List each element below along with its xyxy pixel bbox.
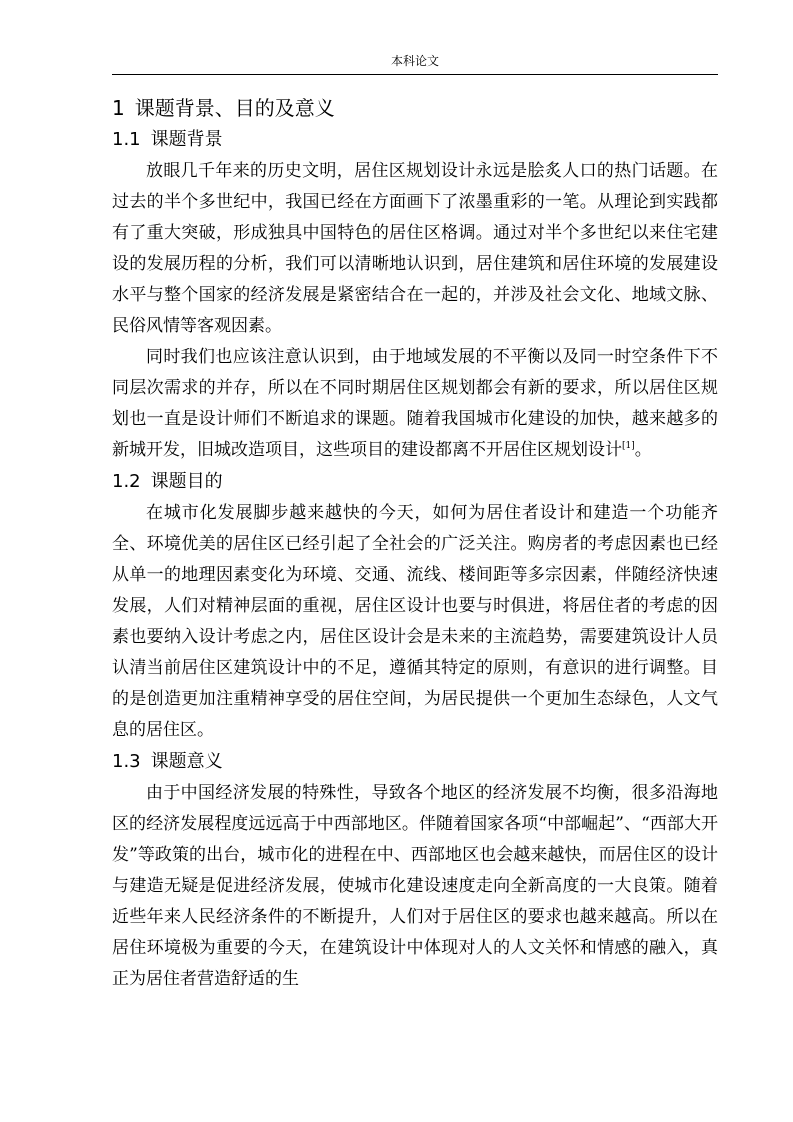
section-title: 课题背景 bbox=[150, 129, 223, 150]
document-body bbox=[112, 92, 718, 995]
section-heading-1-3 bbox=[112, 746, 718, 778]
section-heading-1-2 bbox=[112, 466, 718, 498]
header-rule bbox=[112, 74, 718, 75]
paragraph-text: 同时我们也应该注意认识到，由于地域发展的不平衡以及同一时空条件下不同层次需求的并存，所以在不同时期居住区规划都会有新的要求，所以居住区规划也一直是设计师们不断追求的课题。随着我国城市化建设的加快，越来越多的新城开发，旧城改造项目，这些项目的建设都离不开居住区规划设计 bbox=[112, 347, 718, 460]
section-heading-1-1 bbox=[112, 124, 718, 156]
paragraph-tail: 。 bbox=[634, 440, 652, 460]
paragraph: 在城市化发展脚步越来越快的今天，如何为居住者设计和建造一个功能齐全、环境优美的居住区已经引起了全社会的广泛关注。购房者的考虑因素也已经从单一的地理因素变化为环境、交通、流线、楼间距等多宗因素，伴随经济快速发展，人们对精神层面的重视，居住区设计也要与时俱进，将居住者的考虑的因素也要纳入设计考虑之内，居住区设计会是未来的主流趋势，需要建筑设计人员认清当前居住区建筑设计中的不足，遵循其特定的原则，有意识的进行调整。目的是创造更加注重精神享受的居住空间，为居民提供一个更加生态绿色，人文气息的居住区。 bbox=[112, 503, 718, 740]
paragraph bbox=[112, 342, 718, 466]
citation-reference[interactable]: [1] bbox=[622, 441, 635, 451]
paragraph: 放眼几千年来的历史文明，居住区规划设计永远是脍炙人口的热门话题。在过去的半个多世纪中，我国已经在方面画下了浓墨重彩的一笔。从理论到实践都有了重大突破，形成独具中国特色的居住区格调。通过对半个多世纪以来住宅建设的发展历程的分析，我们可以清晰地认识到，居住建筑和居住环境的发展建设水平与整个国家的经济发展是紧密结合在一起的，并涉及社会文化、地域文脉、民俗风情等客观因素。 bbox=[112, 161, 718, 336]
section-number: 1.2 bbox=[112, 471, 141, 492]
chapter-heading bbox=[112, 92, 718, 124]
running-header: 本科论文 bbox=[390, 54, 439, 68]
paragraph: 由于中国经济发展的特殊性，导致各个地区的经济发展不均衡，很多沿海地区的经济发展程度远远高于中西部地区。伴随着国家各项“中部崛起”、“西部大开发”等政策的出台，城市化的进程在中、西部地区也会越来越快，而居住区的设计与建造无疑是促进经济发展，使城市化建设速度走向全新高度的一大良策。随着近些年来人民经济条件的不断提升，人们对于居住区的要求也越来越高。所以在居住环境极为重要的今天，在建筑设计中体现对人的人文关怀和情感的融入，真正为居住者营造舒适的生 bbox=[112, 783, 718, 989]
chapter-number: 1 bbox=[112, 96, 125, 120]
section-title: 课题目的 bbox=[150, 471, 223, 492]
section-title: 课题意义 bbox=[150, 751, 223, 772]
section-number: 1.3 bbox=[112, 751, 141, 772]
section-number: 1.1 bbox=[112, 129, 141, 150]
chapter-title: 课题背景、目的及意义 bbox=[134, 96, 335, 120]
